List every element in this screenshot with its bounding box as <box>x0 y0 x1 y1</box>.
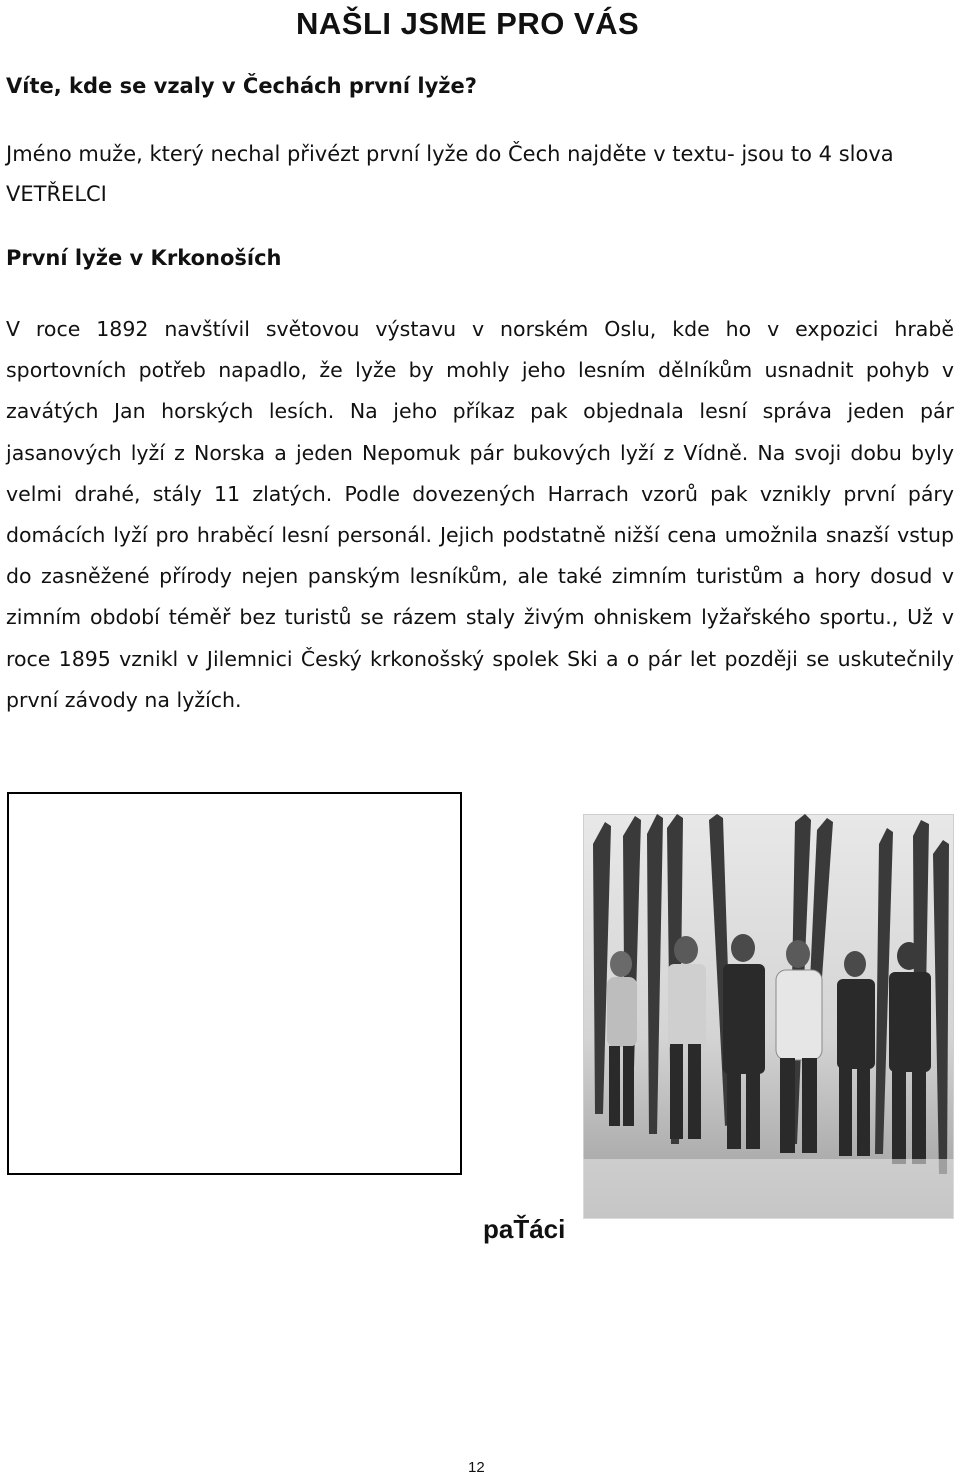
section-heading: První lyže v Krkonoších <box>6 246 282 270</box>
answer-box <box>7 792 462 1175</box>
page-title: NAŠLI JSME PRO VÁS <box>296 6 640 41</box>
historic-skiers-photo <box>583 814 954 1219</box>
article-body: V roce 1892 navštívil světovou výstavu v norském Oslu, kde ho v expozici hrabě sportovních potřeb napadlo, že lyže by mohly jeho lesním dělníkům usnadnit pohyb v zavátých Jan horských lesích. Na jeho příkaz pak objednala lesní správa jeden pár jasanových lyží z Norska a jeden Nepomuk pár bukových lyží z Vídně. Na svoji dobu byly velmi drahé, stály 11 zlatých. Podle dovezených Harrach vzorů pak vznikly první páry domácích lyží pro hraběcí lesní personál. Jejich podstatně nižší cena umožnila snazší vstup do zasněžené přírody nejen panským lesníkům, ale také zimním turistům a hory dosud v zimním období téměř bez turistů se rázem staly živým ohniskem lyžařského sportu., Už v roce 1895 vznikl v Jilemnici Český krkonošský spolek Ski a o pár let později se uskutečnily první závody na lyžích. <box>6 317 954 712</box>
quiz-question: Víte, kde se vzaly v Čechách první lyže? <box>6 74 477 98</box>
photo-caption: paŤáci <box>483 1214 566 1244</box>
quiz-task: Jméno muže, který nechal přivézt první lyže do Čech najděte v textu- jsou to 4 slova VETŘELCI <box>6 142 894 206</box>
page-number: 12 <box>468 1459 485 1476</box>
